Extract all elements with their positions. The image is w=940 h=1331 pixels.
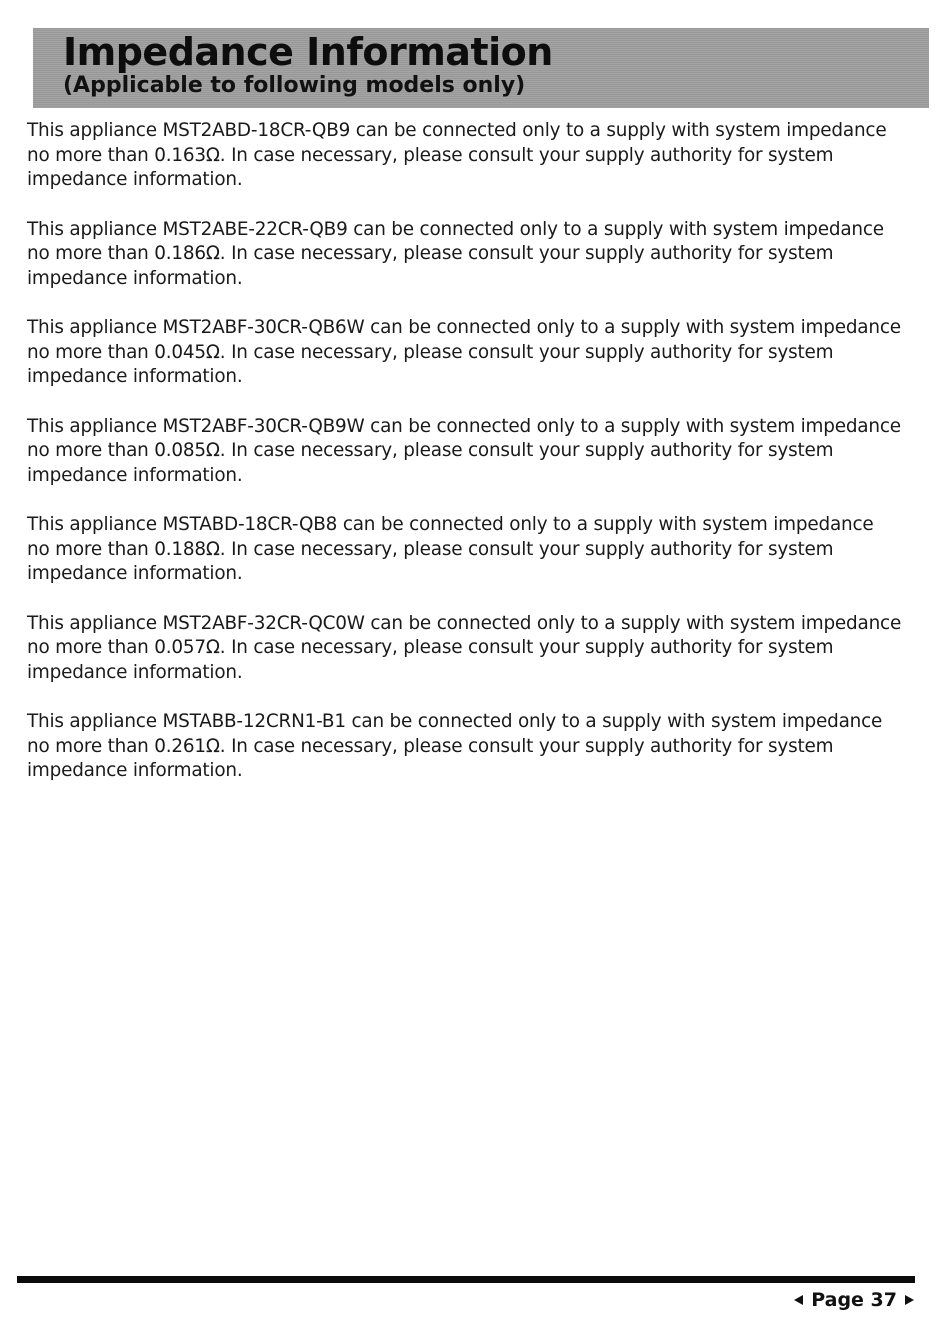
impedance-paragraph bbox=[27, 119, 927, 193]
paragraph-line: This appliance MST2ABF-32CR-QC0W can be connected only to a supply with system impedance bbox=[27, 612, 902, 634]
paragraph-line: impedance information. bbox=[27, 563, 243, 584]
paragraph-line: This appliance MST2ABD-18CR-QB9 can be connected only to a supply with system impedance bbox=[27, 120, 887, 141]
impedance-paragraph bbox=[27, 218, 927, 292]
paragraph-line: This appliance MSTABB-12CRN1-B1 can be connected only to a supply with system impedance bbox=[27, 711, 883, 732]
paragraph-line: impedance information. bbox=[27, 366, 243, 387]
paragraph-line: no more than 0.045Ω. In case necessary, please consult your supply authority for system bbox=[27, 341, 834, 363]
page-navigation bbox=[794, 1287, 914, 1313]
paragraph-line: This appliance MSTABD-18CR-QB8 can be connected only to a supply with system impedance bbox=[27, 514, 874, 535]
footer-rule bbox=[17, 1276, 915, 1283]
paragraph-line: This appliance MST2ABF-30CR-QB9W can be connected only to a supply with system impedance bbox=[27, 415, 901, 437]
paragraph-line: no more than 0.163Ω. In case necessary, please consult your supply authority for system bbox=[27, 144, 834, 166]
paragraph-line: no more than 0.186Ω. In case necessary, please consult your supply authority for system bbox=[27, 243, 834, 264]
paragraph-line: impedance information. bbox=[27, 464, 243, 486]
previous-page-icon[interactable] bbox=[794, 1295, 803, 1305]
paragraph-line: no more than 0.188Ω. In case necessary, please consult your supply authority for system bbox=[27, 538, 834, 560]
paragraph-line: impedance information. bbox=[27, 760, 243, 781]
page-title: Impedance Information bbox=[63, 30, 553, 74]
impedance-paragraph bbox=[27, 316, 927, 390]
page-subtitle: (Applicable to following models only) bbox=[63, 73, 526, 98]
paragraph-line: This appliance MST2ABE-22CR-QB9 can be connected only to a supply with system impedance bbox=[27, 218, 884, 240]
paragraph-line: impedance information. bbox=[27, 169, 243, 190]
paragraph-line: no more than 0.085Ω. In case necessary, please consult your supply authority for system bbox=[27, 440, 834, 461]
paragraph-line: impedance information. bbox=[27, 661, 243, 683]
page-number: Page 37 bbox=[811, 1289, 897, 1311]
paragraph-line: no more than 0.261Ω. In case necessary, please consult your supply authority for system bbox=[27, 735, 834, 757]
paragraph-line: impedance information. bbox=[27, 267, 243, 289]
impedance-paragraph bbox=[27, 612, 927, 686]
paragraph-line: no more than 0.057Ω. In case necessary, please consult your supply authority for system bbox=[27, 637, 834, 658]
impedance-content bbox=[27, 119, 927, 809]
paragraph-line: This appliance MST2ABF-30CR-QB6W can be connected only to a supply with system impedance bbox=[27, 317, 901, 338]
next-page-icon[interactable] bbox=[905, 1295, 914, 1305]
impedance-paragraph bbox=[27, 415, 927, 489]
impedance-paragraph bbox=[27, 710, 927, 784]
impedance-paragraph bbox=[27, 513, 927, 587]
